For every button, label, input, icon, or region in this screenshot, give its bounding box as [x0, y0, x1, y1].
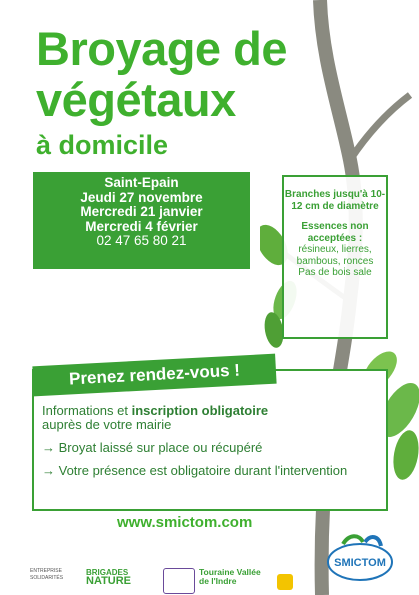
website-link[interactable]: www.smictom.com: [117, 514, 253, 531]
date-3: Mercredi 4 février: [85, 218, 198, 234]
info-pre: Informations et: [42, 403, 132, 418]
smictom-logo-text: SMICTOM: [334, 557, 386, 569]
date-2: Mercredi 21 janvier: [80, 204, 203, 219]
accepted-heading: Branches jusqu'à 10-12 cm de diamètre: [284, 189, 386, 212]
info-bold: inscription obligatoire: [131, 403, 269, 418]
presence-line: → Votre présence est obligatoire durant l'intervention: [42, 463, 348, 478]
appointment-text: [42, 404, 378, 487]
smictom-logo: [325, 532, 395, 582]
dirty-wood-note: Pas de bois sale: [298, 267, 372, 278]
accepted-info-box: [282, 175, 388, 339]
not-accepted-list: résineux, lierres, bambous, ronces: [296, 244, 374, 267]
logo-entreprise-text: ENTREPRISE SOLIDARITÉS: [30, 568, 64, 581]
logo-brigades-nature: [86, 568, 136, 592]
info-post: auprès de votre mairie: [42, 417, 172, 432]
not-accepted-heading: Essences non acceptées :: [301, 221, 369, 244]
logo-touraine-vallee: Touraine Vallée de l'Indre: [199, 567, 261, 586]
place-name: Saint-Epain: [104, 175, 179, 190]
logo-brigades-text: BRIGADES: [86, 568, 129, 577]
subtitle: à domicile: [36, 130, 169, 160]
logo-yellow-icon: [277, 574, 293, 590]
logo-region: [163, 568, 195, 594]
phone-number: 02 47 65 80 21: [96, 233, 187, 248]
appointment-badge: Prenez rendez-vous !: [32, 354, 276, 397]
dates-box: [33, 172, 250, 269]
title-line-1: Broyage de: [36, 22, 287, 75]
logo-nature-text: NATURE: [86, 575, 132, 587]
date-1: Jeudi 27 novembre: [80, 189, 203, 205]
logo-entreprise: [30, 568, 85, 592]
title-line-2: végétaux: [36, 73, 236, 126]
mulch-line: → Broyat laissé sur place ou récupéré: [42, 440, 263, 455]
